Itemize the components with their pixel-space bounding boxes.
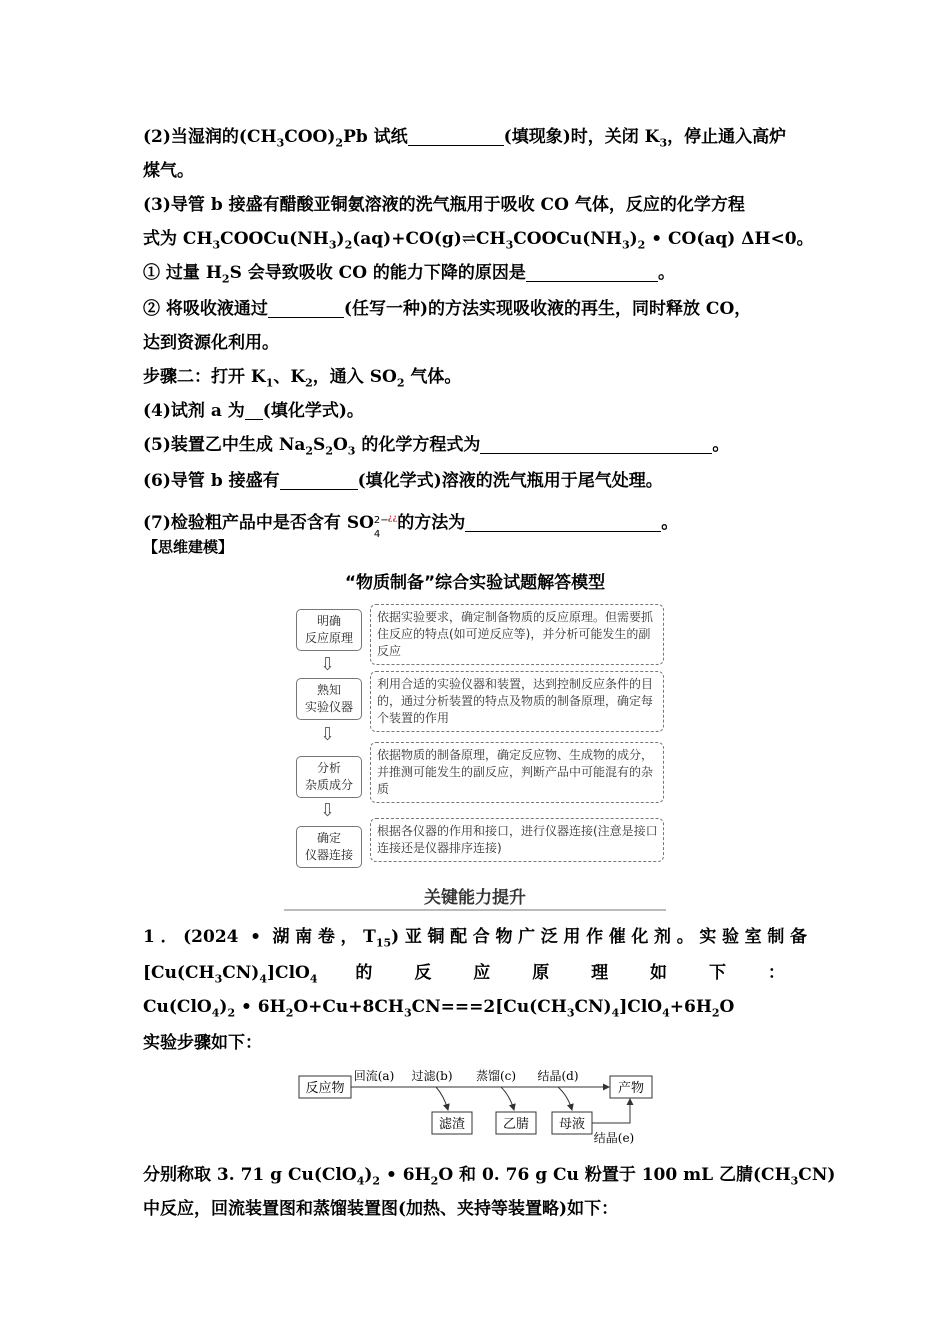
question-3-2-cont: 达到资源化利用。 bbox=[143, 333, 279, 353]
question-2-cont: 煤气。 bbox=[143, 161, 194, 181]
question-3-1: ① 过量 $H_2S$ 会导致吸收 CO 的能力下降的原因是 。 bbox=[143, 263, 675, 286]
step-two: 步骤二：打开 $K_1$、$K_2$，通入 $SO_2$ 气体。 bbox=[143, 367, 462, 390]
answer-blank[interactable] bbox=[268, 297, 344, 318]
section-tag: 【思维建模】 bbox=[143, 538, 234, 556]
scheme-a: 回流(a) bbox=[353, 1069, 395, 1083]
flow-step-3: 分析 杂质成分 bbox=[296, 756, 362, 798]
answer-blank[interactable] bbox=[526, 261, 658, 282]
question-2: (2)当湿润的$(CH_3COO)_2Pb$ 试纸 (填现象)时，关闭 $K_3$，停止通入高炉 bbox=[143, 127, 787, 150]
scheme-product: 产物 bbox=[617, 1081, 645, 1096]
procedure-scheme bbox=[296, 1066, 668, 1146]
scheme-r2: 乙腈 bbox=[502, 1117, 530, 1132]
scheme-r3: 母液 bbox=[558, 1117, 586, 1132]
down-arrow-icon: ⇩ bbox=[320, 800, 336, 821]
flow-step-2: 熟知 实验仪器 bbox=[296, 678, 362, 720]
flow-title: “物质制备”综合实验试题解答模型 bbox=[344, 573, 606, 593]
question-6: (6)导管 b 接盛有 (填化学式)溶液的洗气瓶用于尾气处理。 bbox=[143, 471, 663, 491]
scheme-e: 结晶(e) bbox=[593, 1131, 635, 1145]
question-3-equation: 式为 $CH_3COOCu(NH_3)_2(aq)+CO(g)\rightleftharpoons CH_3COOCu(NH_3)_2$ • CO(aq) ΔH<0。 bbox=[143, 229, 814, 252]
problem-1-line2: $[Cu(CH_3CN)_4]ClO_4$ 的 反 应 原 理 如 下 ： bbox=[143, 963, 789, 986]
question-3: (3)导管 b 接盛有醋酸亚铜氨溶液的洗气瓶用于吸收 CO 气体，反应的化学方程 bbox=[143, 195, 745, 215]
flow-desc-2: 利用合适的实验仪器和装置，达到控制反应条件的目的，通过分析装置的特点及物质的制备原理，确定每个装置的作用 bbox=[370, 671, 664, 732]
flow-desc-3: 依据物质的制备原理，确定反应物、生成物的成分，并推测可能发生的副反应，判断产品中可能混有的杂质 bbox=[370, 742, 664, 803]
final-paragraph: 分别称取 3. 71 g $Cu(ClO_4)_2$ • $6H_2O$ 和 0. 76 g Cu 粉置于 100 mL 乙腈$(CH_3CN)$ bbox=[143, 1165, 836, 1188]
question-7: (7)检验粗产品中是否含有 SO 2− 4 ¿¿的方法为 。 bbox=[143, 512, 679, 540]
scheme-b: 过滤(b) bbox=[411, 1069, 453, 1083]
reversible-arrow: ⇌ bbox=[461, 229, 477, 249]
scheme-r1: 滤渣 bbox=[438, 1117, 466, 1132]
flow-desc-4: 根据各仪器的作用和接口，进行仪器连接(注意是接口连接还是仪器排序连接) bbox=[370, 818, 664, 862]
section-banner: 关键能力提升 bbox=[284, 879, 666, 911]
answer-blank[interactable] bbox=[245, 399, 263, 420]
scheme-start: 反应物 bbox=[305, 1081, 345, 1096]
answer-blank[interactable] bbox=[465, 511, 661, 532]
steps-label: 实验步骤如下： bbox=[143, 1033, 262, 1053]
reaction-equation: $Cu(ClO_4)_2$ • $6H_2O+Cu+8CH_3CN===2[Cu(CH_3CN)_4]ClO_4+6H_2O$ bbox=[143, 997, 735, 1020]
flow-desc-1: 依据实验要求，确定制备物质的反应原理。但需要抓住反应的特点(如可逆反应等)，并分析可能发生的副反应 bbox=[370, 604, 664, 665]
final-paragraph-line2: 中反应，回流装置图和蒸馏装置图(加热、夹持等装置略)如下： bbox=[143, 1199, 619, 1219]
down-arrow-icon: ⇩ bbox=[320, 654, 336, 675]
scheme-d: 结晶(d) bbox=[537, 1069, 579, 1083]
scheme-c: 蒸馏(c) bbox=[475, 1069, 517, 1083]
flow-step-1: 明确 反应原理 bbox=[296, 609, 362, 651]
question-4: (4)试剂 a 为 (填化学式)。 bbox=[143, 401, 364, 421]
flow-step-4: 确定 仪器连接 bbox=[296, 826, 362, 868]
problem-1: 1．(2024 • 湖南卷，$T_{15}$)亚铜配合物广泛用作催化剂。实验室制备 bbox=[143, 927, 808, 950]
question-5: (5)装置乙中生成 $Na_2S_2O_3$ 的化学方程式为 。 bbox=[143, 435, 730, 458]
answer-blank[interactable] bbox=[280, 469, 358, 490]
answer-blank[interactable] bbox=[408, 125, 504, 146]
down-arrow-icon: ⇩ bbox=[320, 724, 336, 745]
answer-blank[interactable] bbox=[480, 433, 712, 454]
question-3-2: ② 将吸收液通过 (任写一种)的方法实现吸收液的再生，同时释放 CO， bbox=[143, 299, 752, 319]
